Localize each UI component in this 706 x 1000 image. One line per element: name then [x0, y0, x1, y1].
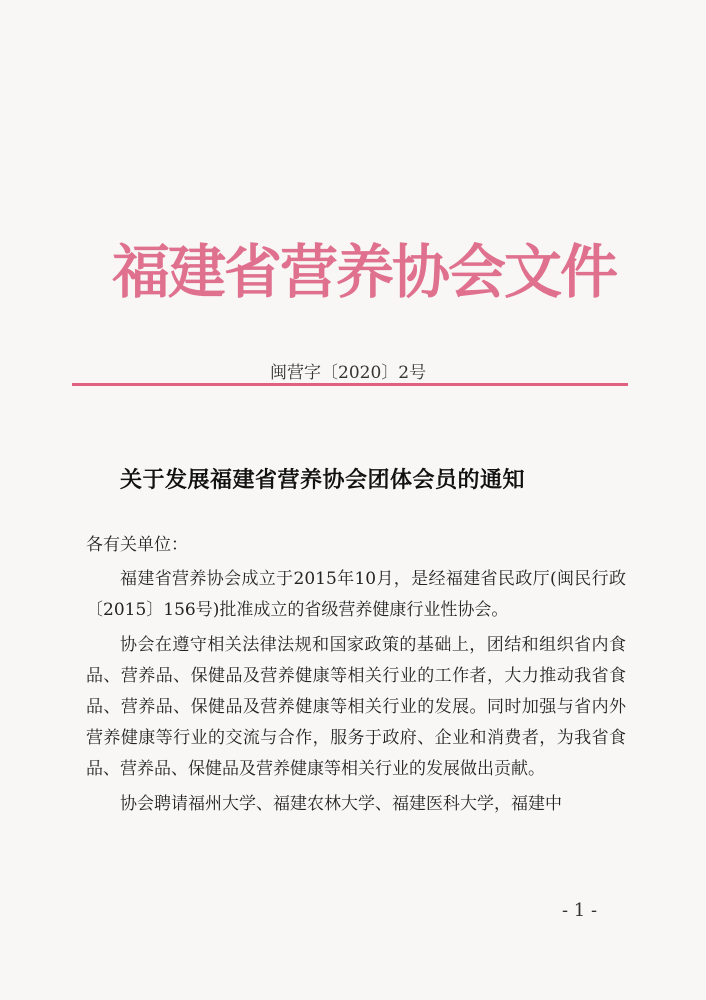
body-paragraph-3: 协会聘请福州大学、福建农林大学、福建医科大学，福建中	[120, 794, 562, 814]
document-body	[86, 530, 626, 824]
salutation: 各有关单位：	[86, 535, 188, 555]
document-header-title: 福建省营养协会文件	[112, 238, 617, 306]
notice-title: 关于发展福建省营养协会团体会员的通知	[120, 467, 526, 493]
body-paragraph-2: 协会在遵守相关法律法规和国家政策的基础上，团结和组织省内食品、营养品、保健品及营养健康等相关行业的工作者，大力推动我省食品、营养品、保健品及营养健康等相关行业的发展。同时加强与省内外营养健康等行业的交流与合作，服务于政府、企业和消费者，为我省食品、营养品、保健品及营养健康等相关行业的发展做出贡献。	[86, 635, 626, 779]
red-divider-rule	[72, 383, 628, 386]
document-number: 闽营字〔2020〕2号	[270, 363, 427, 383]
body-paragraph-1: 福建省营养协会成立于2015年10月，是经福建省民政厅(闽民行政〔2015〕156号)批准成立的省级营养健康行业性协会。	[86, 569, 626, 620]
page-number: - 1 -	[562, 900, 598, 921]
